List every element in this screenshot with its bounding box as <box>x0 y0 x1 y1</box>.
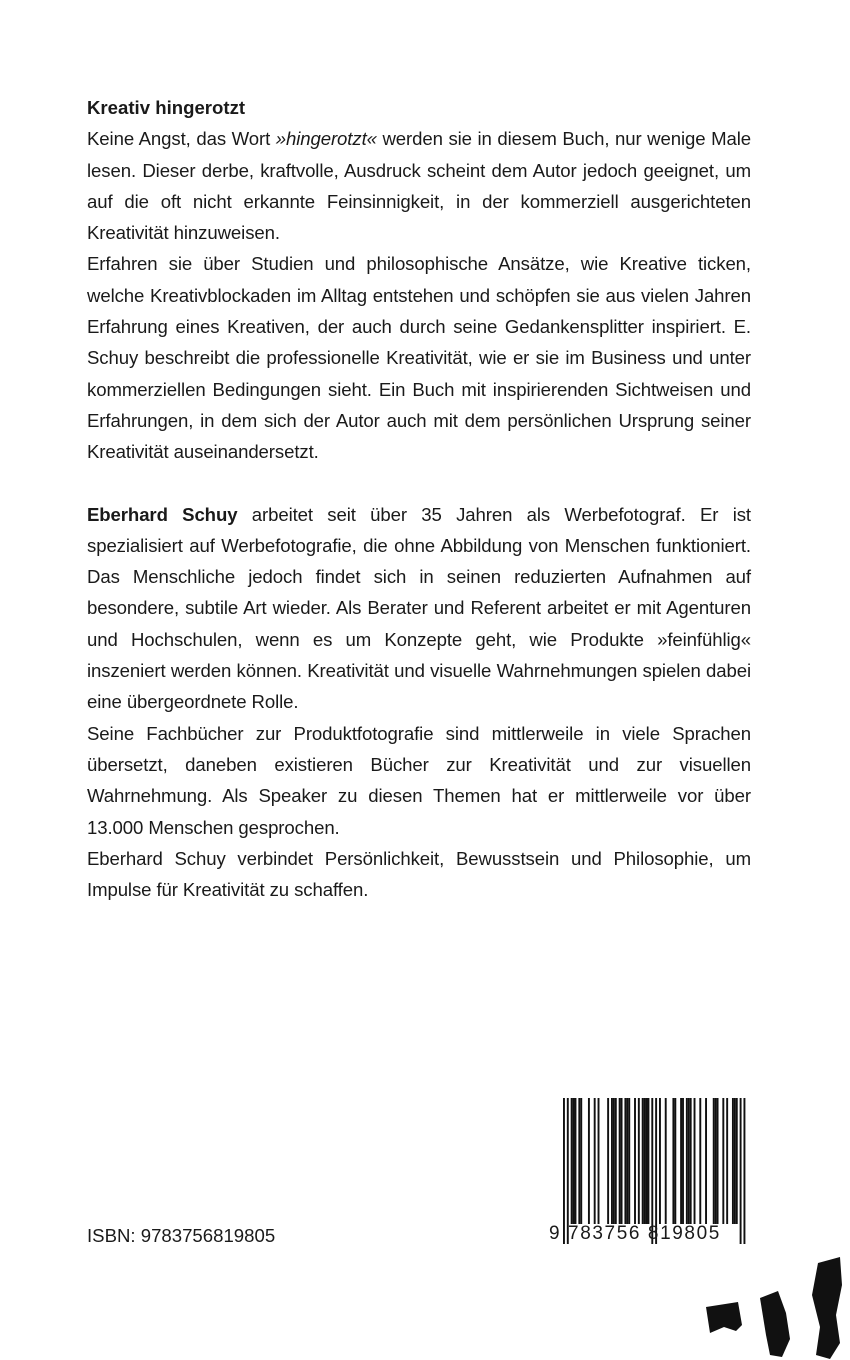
barcode-bar <box>686 1098 688 1224</box>
intro-emphasis: »hingerotzt« <box>275 128 377 150</box>
barcode-bar <box>694 1098 696 1224</box>
barcode-bar <box>615 1098 617 1224</box>
barcode-bar <box>575 1098 577 1224</box>
barcode-bar <box>659 1098 661 1224</box>
intro-paragraph <box>87 123 751 248</box>
barcode-bar <box>713 1098 715 1224</box>
barcode-bar <box>634 1098 636 1224</box>
barcode-bar <box>705 1098 707 1224</box>
barcode-bar <box>682 1098 684 1224</box>
author-closing-paragraph: Eberhard Schuy verbindet Persönlichkeit, Bewusstsein und Philosophie, um Impulse für Kreativität zu schaffen. <box>87 847 751 901</box>
barcode-bar <box>580 1098 582 1224</box>
barcode-bar <box>690 1098 692 1224</box>
barcode-bar <box>699 1098 701 1224</box>
intro-text-start: Keine Angst, das Wort <box>87 128 276 150</box>
author-name: Eberhard Schuy <box>87 503 238 525</box>
section-title: Kreativ hingerotzt <box>87 97 246 118</box>
barcode-bar <box>722 1098 724 1224</box>
author-books-paragraph: Seine Fachbücher zur Produktfotografie sind mittlerweile in viele Sprachen übersetzt, daneben existieren Bücher zur Kreativität und zur visuellen Wahrnehmung. Als Speaker zu diesen Themen hat er mittlerweile vor über 13.000 Menschen gesprochen. <box>87 722 751 838</box>
back-cover-text <box>87 92 751 905</box>
barcode-bar <box>732 1098 734 1224</box>
author-bio-paragraph <box>87 499 751 718</box>
barcode <box>549 1098 749 1246</box>
barcode-bar <box>626 1098 628 1224</box>
barcode-bar <box>647 1098 649 1224</box>
section-spacer <box>87 468 751 499</box>
book-description-paragraph: Erfahren sie über Studien und philosophische Ansätze, wie Kreative ticken, welche Kreativblockaden im Alltag entstehen und schöpfen sie aus vielen Jahren Erfahrung eines Kreativen, der auch durch seine Gedankensplitter inspiriert. E. Schuy beschreibt die professionelle Kreativität, wie er sie im Business und unter kommerziellen Bedingungen sieht. Ein Buch mit inspirierenden Sichtweisen und Erfahrungen, in dem sich der Autor auch mit dem persönlichen Ursprung seiner Kreativität auseinandersetzt. <box>87 253 751 463</box>
author-bio-text: arbeitet seit über 35 Jahren als Werbefotograf. Er ist spezialisiert auf Werbefotografie, die ohne Abbildung von Menschen funktioniert. Das Menschliche jedoch findet sich in seinen reduzierten Aufnahmen auf besondere, subtile Art wieder. Als Berater und Referent arbeitet er mit Agenturen und Hochschulen, wenn es um Konzepte geht, wie Produkte »feinfühlig« inszeniert werden können. Kreativität und visuelle Wahrnehmungen spielen dabei eine übergeordnete Rolle. <box>87 503 751 713</box>
barcode-bar <box>680 1098 682 1224</box>
intro-text-end: werden sie in diesem Buch, nur wenige Male lesen. Dieser derbe, kraftvolle, Ausdruck scheint dem Autor jedoch geeignet, um auf die oft nicht erkannte Feinsinnigkeit, in der kommerziell ausgerichteten Kreativität hinzuweisen. <box>87 128 751 244</box>
barcode-bar <box>607 1098 609 1224</box>
barcode-bar <box>578 1098 580 1224</box>
barcode-bar <box>726 1098 728 1224</box>
barcode-bar <box>619 1098 621 1224</box>
barcode-bar <box>613 1098 615 1224</box>
barcode-bar <box>594 1098 596 1224</box>
barcode-bar <box>611 1098 613 1224</box>
barcode-bar <box>734 1098 736 1224</box>
barcode-bar <box>621 1098 623 1224</box>
barcode-bar <box>717 1098 719 1224</box>
publisher-logo-brush-strokes <box>700 1255 850 1360</box>
barcode-bar <box>642 1098 644 1224</box>
barcode-digits: 9 783756 819805 <box>549 1223 721 1244</box>
barcode-bar <box>638 1098 640 1224</box>
barcode-bar <box>674 1098 676 1224</box>
barcode-bar <box>672 1098 674 1224</box>
barcode-bar <box>665 1098 667 1224</box>
barcode-bar <box>571 1098 573 1224</box>
barcode-bar <box>688 1098 690 1224</box>
barcode-bar <box>588 1098 590 1224</box>
barcode-bar <box>598 1098 600 1224</box>
isbn-label: ISBN: 9783756819805 <box>87 1225 276 1246</box>
barcode-bar <box>628 1098 630 1224</box>
barcode-bar <box>715 1098 717 1224</box>
barcode-bar <box>646 1098 648 1224</box>
barcode-bar <box>573 1098 575 1224</box>
barcode-bar <box>624 1098 626 1224</box>
barcode-bar <box>736 1098 738 1224</box>
barcode-bar <box>644 1098 646 1224</box>
